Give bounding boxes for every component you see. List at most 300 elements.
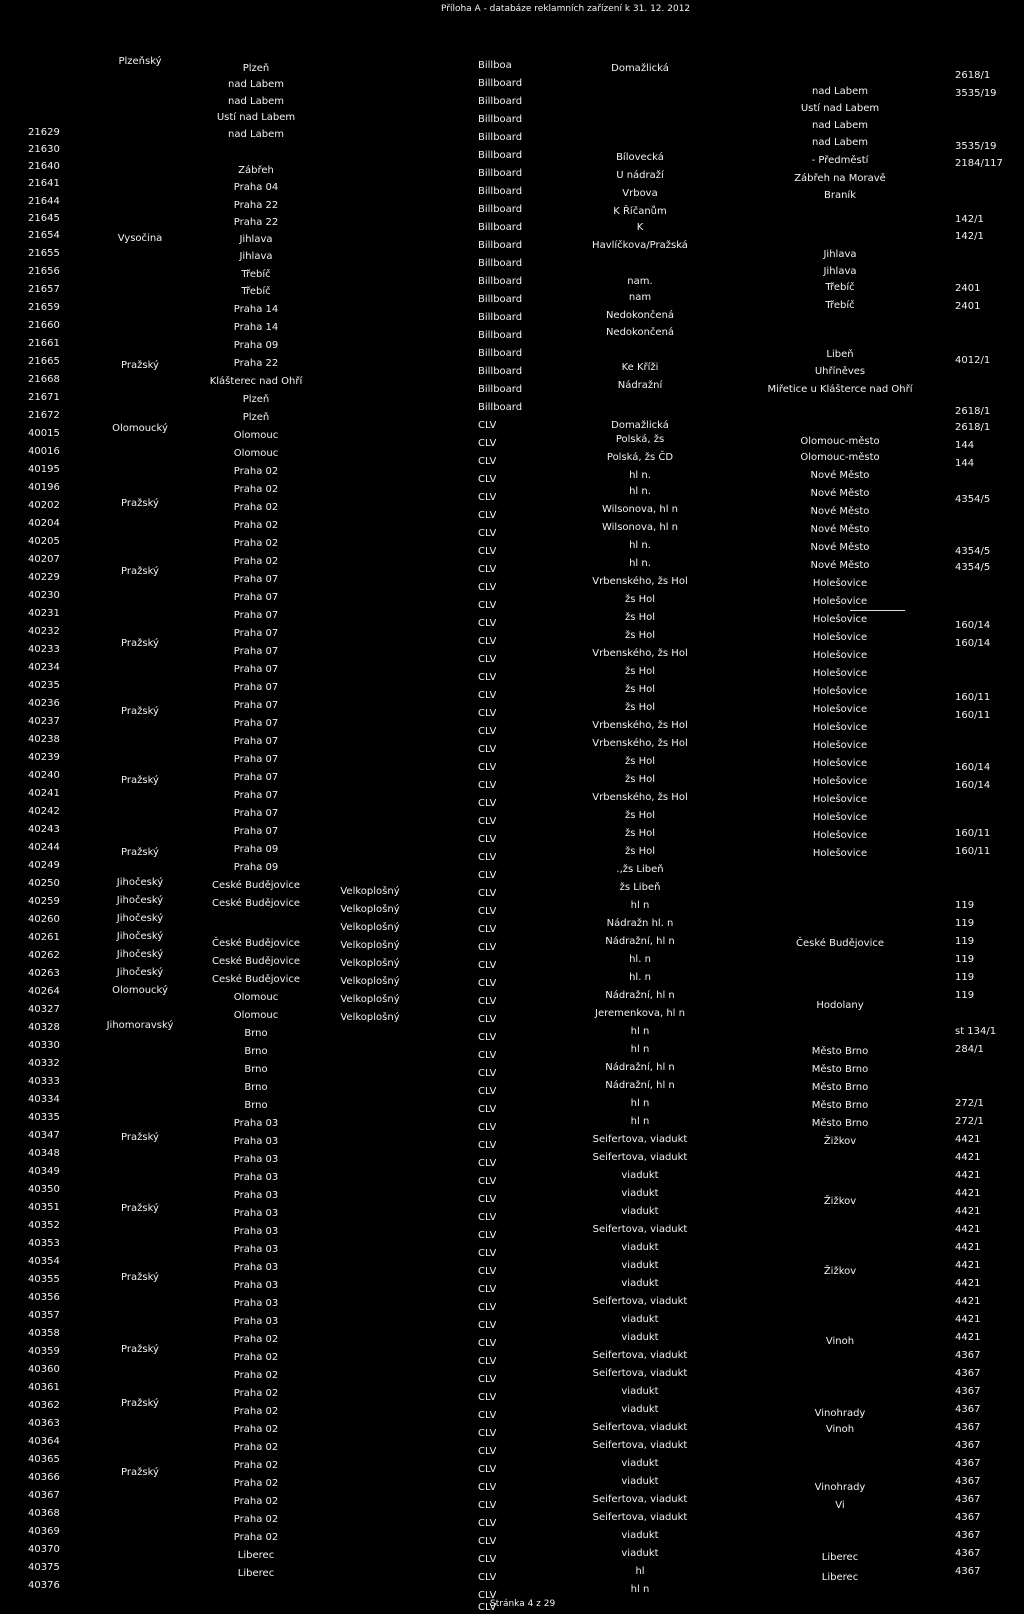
- cadastre-cell: Holešovice: [812, 596, 868, 607]
- type-cell: CLV: [478, 888, 497, 899]
- cadastre-cell: Holešovice: [812, 686, 868, 697]
- parcel-cell: 4354/5: [955, 494, 991, 505]
- cadastre-cell: Miřetice u Klášterce nad Ohří: [767, 384, 913, 395]
- street-cell: žs Hol: [624, 594, 656, 605]
- size-cell: Velkoplošný: [340, 976, 400, 987]
- id-cell: 40204: [28, 518, 60, 529]
- street-cell: žs Hol: [624, 774, 656, 785]
- type-cell: CLV: [478, 438, 497, 449]
- city-cell: Praha 03: [233, 1118, 279, 1129]
- parcel-cell: 272/1: [955, 1098, 984, 1109]
- parcel-cell: 4367: [955, 1368, 981, 1379]
- id-cell: 40376: [28, 1580, 60, 1591]
- street-cell: žs Hol: [624, 846, 656, 857]
- parcel-cell: 4421: [955, 1152, 981, 1163]
- street-cell: Vrbenského, žs Hol: [592, 576, 688, 587]
- street-cell: žs Hol: [624, 828, 656, 839]
- region-cell: Pražský: [121, 498, 159, 509]
- id-cell: 40375: [28, 1562, 60, 1573]
- type-cell: Billboard: [478, 96, 523, 107]
- cadastre-cell: Žižkov: [823, 1136, 857, 1147]
- city-cell: Liberec: [237, 1568, 275, 1579]
- city-cell: Praha 03: [233, 1154, 279, 1165]
- cadastre-cell: Holešovice: [812, 704, 868, 715]
- cadastre-cell: Braník: [823, 190, 856, 201]
- street-cell: Seifertova, viadukt: [592, 1134, 688, 1145]
- street-cell: žs Hol: [624, 810, 656, 821]
- id-cell: 40359: [28, 1346, 60, 1357]
- cadastre-cell: - Předměstí: [811, 155, 869, 166]
- street-cell: Domažlická: [611, 63, 669, 74]
- id-cell: 40360: [28, 1364, 60, 1375]
- type-cell: CLV: [478, 978, 497, 989]
- city-cell: Praha 02: [233, 1460, 279, 1471]
- cadastre-cell: Holešovice: [812, 650, 868, 661]
- type-cell: CLV: [478, 1158, 497, 1169]
- region-cell: Jihočeský: [116, 967, 164, 978]
- city-cell: Praha 02: [233, 1442, 279, 1453]
- id-cell: 40237: [28, 716, 60, 727]
- cadastre-cell: Holešovice: [812, 632, 868, 643]
- id-cell: 40235: [28, 680, 60, 691]
- id-cell: 40233: [28, 644, 60, 655]
- type-cell: Billboard: [478, 348, 523, 359]
- region-cell: Olomoucký: [112, 423, 168, 434]
- street-cell: Vrbenského, žs Hol: [592, 792, 688, 803]
- street-cell: nam.: [627, 276, 653, 287]
- id-cell: 40362: [28, 1400, 60, 1411]
- region-cell: Pražský: [121, 1344, 159, 1355]
- type-cell: CLV: [478, 726, 497, 737]
- id-cell: 40363: [28, 1418, 60, 1429]
- street-cell: žs Hol: [624, 702, 656, 713]
- street-cell: Ke Kříži: [621, 362, 659, 373]
- id-cell: 21659: [28, 302, 60, 313]
- id-cell: 21640: [28, 161, 60, 172]
- type-cell: Billboa: [478, 60, 512, 71]
- type-cell: CLV: [478, 924, 497, 935]
- parcel-cell: 4421: [955, 1170, 981, 1181]
- type-cell: CLV: [478, 1338, 497, 1349]
- type-cell: CLV: [478, 1482, 497, 1493]
- type-cell: CLV: [478, 474, 497, 485]
- id-cell: 40357: [28, 1310, 60, 1321]
- city-cell: nad Labem: [228, 79, 284, 90]
- street-cell: viadukt: [621, 1386, 659, 1397]
- id-cell: 40328: [28, 1022, 60, 1033]
- id-cell: 21657: [28, 284, 60, 295]
- parcel-cell: 4367: [955, 1512, 981, 1523]
- type-cell: CLV: [478, 618, 497, 629]
- city-cell: Plzeň: [242, 412, 270, 423]
- street-cell: viadukt: [621, 1458, 659, 1469]
- parcel-cell: 2618/1: [955, 406, 991, 417]
- parcel-cell: 160/14: [955, 620, 991, 631]
- id-cell: 40261: [28, 932, 60, 943]
- region-cell: Jihočeský: [116, 895, 164, 906]
- city-cell: Praha 14: [233, 304, 279, 315]
- id-cell: 40335: [28, 1112, 60, 1123]
- cadastre-cell: nad Labem: [812, 137, 868, 148]
- city-cell: Praha 07: [233, 664, 279, 675]
- id-cell: 40370: [28, 1544, 60, 1555]
- parcel-cell: 160/14: [955, 638, 991, 649]
- street-cell: viadukt: [621, 1278, 659, 1289]
- type-cell: CLV: [478, 1410, 497, 1421]
- type-cell: CLV: [478, 1572, 497, 1583]
- city-cell: Praha 02: [233, 1370, 279, 1381]
- city-cell: Praha 02: [233, 1424, 279, 1435]
- city-cell: Praha 03: [233, 1280, 279, 1291]
- id-cell: 40240: [28, 770, 60, 781]
- cadastre-cell: Holešovice: [812, 578, 868, 589]
- street-cell: Nedokončená: [605, 310, 675, 321]
- parcel-cell: 119: [955, 972, 975, 983]
- street-cell: K Říčanům: [613, 206, 667, 217]
- street-cell: hl n: [630, 1098, 650, 1109]
- cadastre-cell: Holešovice: [812, 794, 868, 805]
- parcel-cell: 119: [955, 990, 975, 1001]
- id-cell: 21654: [28, 230, 60, 241]
- city-cell: Liberec: [237, 1550, 275, 1561]
- id-cell: 40195: [28, 464, 60, 475]
- id-cell: 40349: [28, 1166, 60, 1177]
- city-cell: Ustí nad Labem: [216, 112, 296, 123]
- city-cell: Praha 03: [233, 1316, 279, 1327]
- street-cell: Vrbenského, žs Hol: [592, 720, 688, 731]
- city-cell: Praha 03: [233, 1208, 279, 1219]
- city-cell: České Budějovice: [211, 938, 301, 949]
- id-cell: 40264: [28, 986, 60, 997]
- id-cell: 40232: [28, 626, 60, 637]
- city-cell: Praha 02: [233, 502, 279, 513]
- cadastre-cell: Liberec: [821, 1572, 859, 1583]
- cadastre-cell: České Budějovice: [795, 938, 885, 949]
- id-cell: 40234: [28, 662, 60, 673]
- street-cell: viadukt: [621, 1404, 659, 1415]
- size-cell: Velkoplošný: [340, 994, 400, 1005]
- parcel-cell: 160/11: [955, 846, 991, 857]
- parcel-cell: 4367: [955, 1422, 981, 1433]
- id-cell: 21656: [28, 266, 60, 277]
- type-cell: CLV: [478, 654, 497, 665]
- type-cell: CLV: [478, 1428, 497, 1439]
- street-cell: Seifertova, viadukt: [592, 1422, 688, 1433]
- region-cell: Jihočeský: [116, 877, 164, 888]
- street-cell: Bílovecká: [616, 152, 664, 163]
- id-cell: 40202: [28, 500, 60, 511]
- id-cell: 40332: [28, 1058, 60, 1069]
- street-cell: Seifertova, viadukt: [592, 1440, 688, 1451]
- id-cell: 40365: [28, 1454, 60, 1465]
- type-cell: CLV: [478, 1464, 497, 1475]
- city-cell: Ceské Budějovice: [211, 974, 301, 985]
- street-cell: žs Hol: [624, 630, 656, 641]
- type-cell: CLV: [478, 870, 497, 881]
- type-cell: CLV: [478, 852, 497, 863]
- street-cell: Polská, žs: [615, 434, 665, 445]
- type-cell: CLV: [478, 762, 497, 773]
- id-cell: 40238: [28, 734, 60, 745]
- type-cell: CLV: [478, 960, 497, 971]
- parcel-cell: 2618/1: [955, 422, 991, 433]
- type-cell: CLV: [478, 798, 497, 809]
- city-cell: Jihlava: [239, 234, 273, 245]
- parcel-cell: 4354/5: [955, 546, 991, 557]
- type-cell: CLV: [478, 1284, 497, 1295]
- street-cell: žs Hol: [624, 612, 656, 623]
- cadastre-cell: Nové Město: [810, 560, 870, 571]
- cadastre-cell: Olomouc-město: [800, 436, 880, 447]
- city-cell: Zábřeh: [238, 165, 274, 176]
- street-cell: hl. n: [629, 972, 651, 983]
- city-cell: Praha 02: [233, 1352, 279, 1363]
- type-cell: CLV: [478, 1014, 497, 1025]
- type-cell: CLV: [478, 1086, 497, 1097]
- parcel-cell: 2401: [955, 283, 981, 294]
- id-cell: 40351: [28, 1202, 60, 1213]
- city-cell: Brno: [244, 1064, 268, 1075]
- id-cell: 40333: [28, 1076, 60, 1087]
- city-cell: Praha 22: [233, 200, 279, 211]
- id-cell: 40207: [28, 554, 60, 565]
- cadastre-cell: Nové Město: [810, 542, 870, 553]
- parcel-cell: 4421: [955, 1332, 981, 1343]
- type-cell: CLV: [478, 1302, 497, 1313]
- type-cell: CLV: [478, 1032, 497, 1043]
- cadastre-cell: Vi: [835, 1500, 845, 1511]
- id-cell: 40369: [28, 1526, 60, 1537]
- cadastre-cell: Holešovice: [812, 812, 868, 823]
- cadastre-cell: Vinoh: [825, 1336, 855, 1347]
- id-cell: 40260: [28, 914, 60, 925]
- street-cell: Vrbenského, žs Hol: [592, 648, 688, 659]
- type-cell: CLV: [478, 1536, 497, 1547]
- street-cell: Domažlická: [611, 420, 669, 431]
- street-cell: viadukt: [621, 1188, 659, 1199]
- id-cell: 40231: [28, 608, 60, 619]
- id-cell: 40263: [28, 968, 60, 979]
- street-cell: žs Hol: [624, 666, 656, 677]
- parcel-cell: 4012/1: [955, 355, 991, 366]
- id-cell: 40241: [28, 788, 60, 799]
- id-cell: 40352: [28, 1220, 60, 1231]
- street-cell: Polská, žs ČD: [606, 452, 674, 463]
- parcel-cell: 4421: [955, 1260, 981, 1271]
- parcel-cell: 119: [955, 936, 975, 947]
- street-cell: hl n.: [629, 540, 651, 551]
- city-cell: Praha 09: [233, 844, 279, 855]
- region-cell: Plzeňský: [118, 56, 162, 67]
- city-cell: Praha 07: [233, 736, 279, 747]
- type-cell: CLV: [478, 546, 497, 557]
- region-cell: Pražský: [121, 1132, 159, 1143]
- id-cell: 21671: [28, 392, 60, 403]
- cadastre-cell: Holešovice: [812, 740, 868, 751]
- type-cell: CLV: [478, 816, 497, 827]
- type-cell: CLV: [478, 1500, 497, 1511]
- street-cell: Nádražní, hl n: [605, 1062, 675, 1073]
- id-cell: 40364: [28, 1436, 60, 1447]
- street-cell: Wilsonova, hl n: [601, 504, 679, 515]
- cadastre-cell: Uhříněves: [814, 366, 866, 377]
- id-cell: 40249: [28, 860, 60, 871]
- street-cell: žs Libeň: [619, 882, 661, 893]
- type-cell: CLV: [478, 708, 497, 719]
- id-cell: 21629: [28, 127, 60, 138]
- id-cell: 40239: [28, 752, 60, 763]
- parcel-cell: 4367: [955, 1548, 981, 1559]
- city-cell: Jihlava: [239, 251, 273, 262]
- street-cell: Seifertova, viadukt: [592, 1224, 688, 1235]
- type-cell: Billboard: [478, 204, 523, 215]
- cadastre-cell: Libeň: [826, 349, 854, 360]
- parcel-cell: 142/1: [955, 231, 984, 242]
- id-cell: 40242: [28, 806, 60, 817]
- city-cell: Praha 07: [233, 808, 279, 819]
- type-cell: CLV: [478, 1212, 497, 1223]
- parcel-cell: 160/11: [955, 692, 991, 703]
- type-cell: Billboard: [478, 150, 523, 161]
- cadastre-cell: Ustí nad Labem: [800, 103, 880, 114]
- region-cell: Pražský: [121, 638, 159, 649]
- type-cell: CLV: [478, 636, 497, 647]
- type-cell: CLV: [478, 942, 497, 953]
- street-cell: Nádražní, hl n: [605, 1080, 675, 1091]
- region-cell: Pražský: [121, 566, 159, 577]
- id-cell: 40334: [28, 1094, 60, 1105]
- cadastre-cell: Žižkov: [823, 1196, 857, 1207]
- street-cell: hl n: [630, 1584, 650, 1595]
- city-cell: Praha 14: [233, 322, 279, 333]
- city-cell: Brno: [244, 1028, 268, 1039]
- type-cell: CLV: [478, 492, 497, 503]
- city-cell: nad Labem: [228, 129, 284, 140]
- document-header-title: Příloha A - databáze reklamních zařízení k 31. 12. 2012: [441, 4, 691, 14]
- parcel-cell: 4367: [955, 1440, 981, 1451]
- type-cell: CLV: [478, 1374, 497, 1385]
- street-cell: hl n.: [629, 486, 651, 497]
- parcel-cell: 2618/1: [955, 70, 991, 81]
- city-cell: Praha 07: [233, 826, 279, 837]
- parcel-cell: 4367: [955, 1386, 981, 1397]
- street-cell: Seifertova, viadukt: [592, 1350, 688, 1361]
- id-cell: 21668: [28, 374, 60, 385]
- type-cell: CLV: [478, 564, 497, 575]
- street-cell: K: [636, 222, 644, 233]
- cadastre-cell: Holešovice: [812, 722, 868, 733]
- type-cell: Billboard: [478, 366, 523, 377]
- type-cell: CLV: [478, 528, 497, 539]
- street-cell: Nádražn hl. n: [606, 918, 674, 929]
- street-cell: Nádražní, hl n: [605, 936, 675, 947]
- id-cell: 40205: [28, 536, 60, 547]
- type-cell: Billboard: [478, 402, 523, 413]
- city-cell: Praha 03: [233, 1226, 279, 1237]
- id-cell: 40196: [28, 482, 60, 493]
- region-cell: Pražský: [121, 775, 159, 786]
- size-cell: Velkoplošný: [340, 1012, 400, 1023]
- street-cell: Jeremenkova, hl n: [595, 1008, 685, 1019]
- id-cell: 21661: [28, 338, 60, 349]
- id-cell: 21655: [28, 248, 60, 259]
- parcel-cell: 160/14: [955, 762, 991, 773]
- city-cell: Ceské Budějovice: [211, 880, 301, 891]
- city-cell: Praha 02: [233, 520, 279, 531]
- id-cell: 40361: [28, 1382, 60, 1393]
- cadastre-cell: Zábřeh na Moravě: [794, 173, 886, 184]
- id-cell: 21660: [28, 320, 60, 331]
- parcel-cell: 4367: [955, 1476, 981, 1487]
- region-cell: Jihočeský: [116, 931, 164, 942]
- id-cell: 40236: [28, 698, 60, 709]
- cadastre-cell: nad Labem: [812, 120, 868, 131]
- cadastre-cell: Nové Město: [810, 506, 870, 517]
- type-cell: Billboard: [478, 330, 523, 341]
- cadastre-cell: Nové Město: [810, 488, 870, 499]
- id-cell: 40250: [28, 878, 60, 889]
- street-cell: Seifertova, viadukt: [592, 1494, 688, 1505]
- type-cell: CLV: [478, 1356, 497, 1367]
- type-cell: CLV: [478, 1266, 497, 1277]
- cadastre-cell: Holešovice: [812, 614, 868, 625]
- parcel-cell: 3535/19: [955, 141, 997, 152]
- city-cell: Praha 07: [233, 790, 279, 801]
- street-cell: žs Hol: [624, 684, 656, 695]
- cadastre-cell: Město Brno: [811, 1100, 869, 1111]
- city-cell: Klášterec nad Ohří: [209, 376, 303, 387]
- size-cell: Velkoplošný: [340, 886, 400, 897]
- type-cell: CLV: [478, 582, 497, 593]
- street-cell: hl: [635, 1566, 645, 1577]
- parcel-cell: 119: [955, 900, 975, 911]
- parcel-cell: 4367: [955, 1458, 981, 1469]
- id-cell: 40367: [28, 1490, 60, 1501]
- city-cell: Praha 02: [233, 1388, 279, 1399]
- city-cell: Praha 07: [233, 718, 279, 729]
- region-cell: Olomoucký: [112, 985, 168, 996]
- cadastre-cell: Město Brno: [811, 1082, 869, 1093]
- parcel-cell: 4421: [955, 1242, 981, 1253]
- type-cell: CLV: [478, 744, 497, 755]
- parcel-cell: 119: [955, 954, 975, 965]
- city-cell: Brno: [244, 1046, 268, 1057]
- type-cell: CLV: [478, 1248, 497, 1259]
- city-cell: Praha 07: [233, 772, 279, 783]
- cadastre-cell: Vinoh: [825, 1424, 855, 1435]
- street-cell: viadukt: [621, 1242, 659, 1253]
- type-cell: CLV: [478, 1068, 497, 1079]
- type-cell: CLV: [478, 1194, 497, 1205]
- city-cell: Praha 03: [233, 1244, 279, 1255]
- city-cell: Praha 02: [233, 1496, 279, 1507]
- cadastre-cell: Holešovice: [812, 668, 868, 679]
- size-cell: Velkoplošný: [340, 958, 400, 969]
- type-cell: CLV: [478, 1230, 497, 1241]
- type-cell: CLV: [478, 1554, 497, 1565]
- type-cell: CLV: [478, 1602, 497, 1613]
- region-cell: Pražský: [121, 1398, 159, 1409]
- parcel-cell: 4421: [955, 1314, 981, 1325]
- street-cell: viadukt: [621, 1260, 659, 1271]
- cadastre-cell: Holešovice: [812, 830, 868, 841]
- parcel-cell: 4421: [955, 1278, 981, 1289]
- region-cell: Pražský: [121, 1272, 159, 1283]
- city-cell: Třebíč: [241, 269, 271, 280]
- parcel-cell: 4367: [955, 1530, 981, 1541]
- city-cell: Praha 02: [233, 1406, 279, 1417]
- cadastre-cell: Vinohrady: [814, 1482, 866, 1493]
